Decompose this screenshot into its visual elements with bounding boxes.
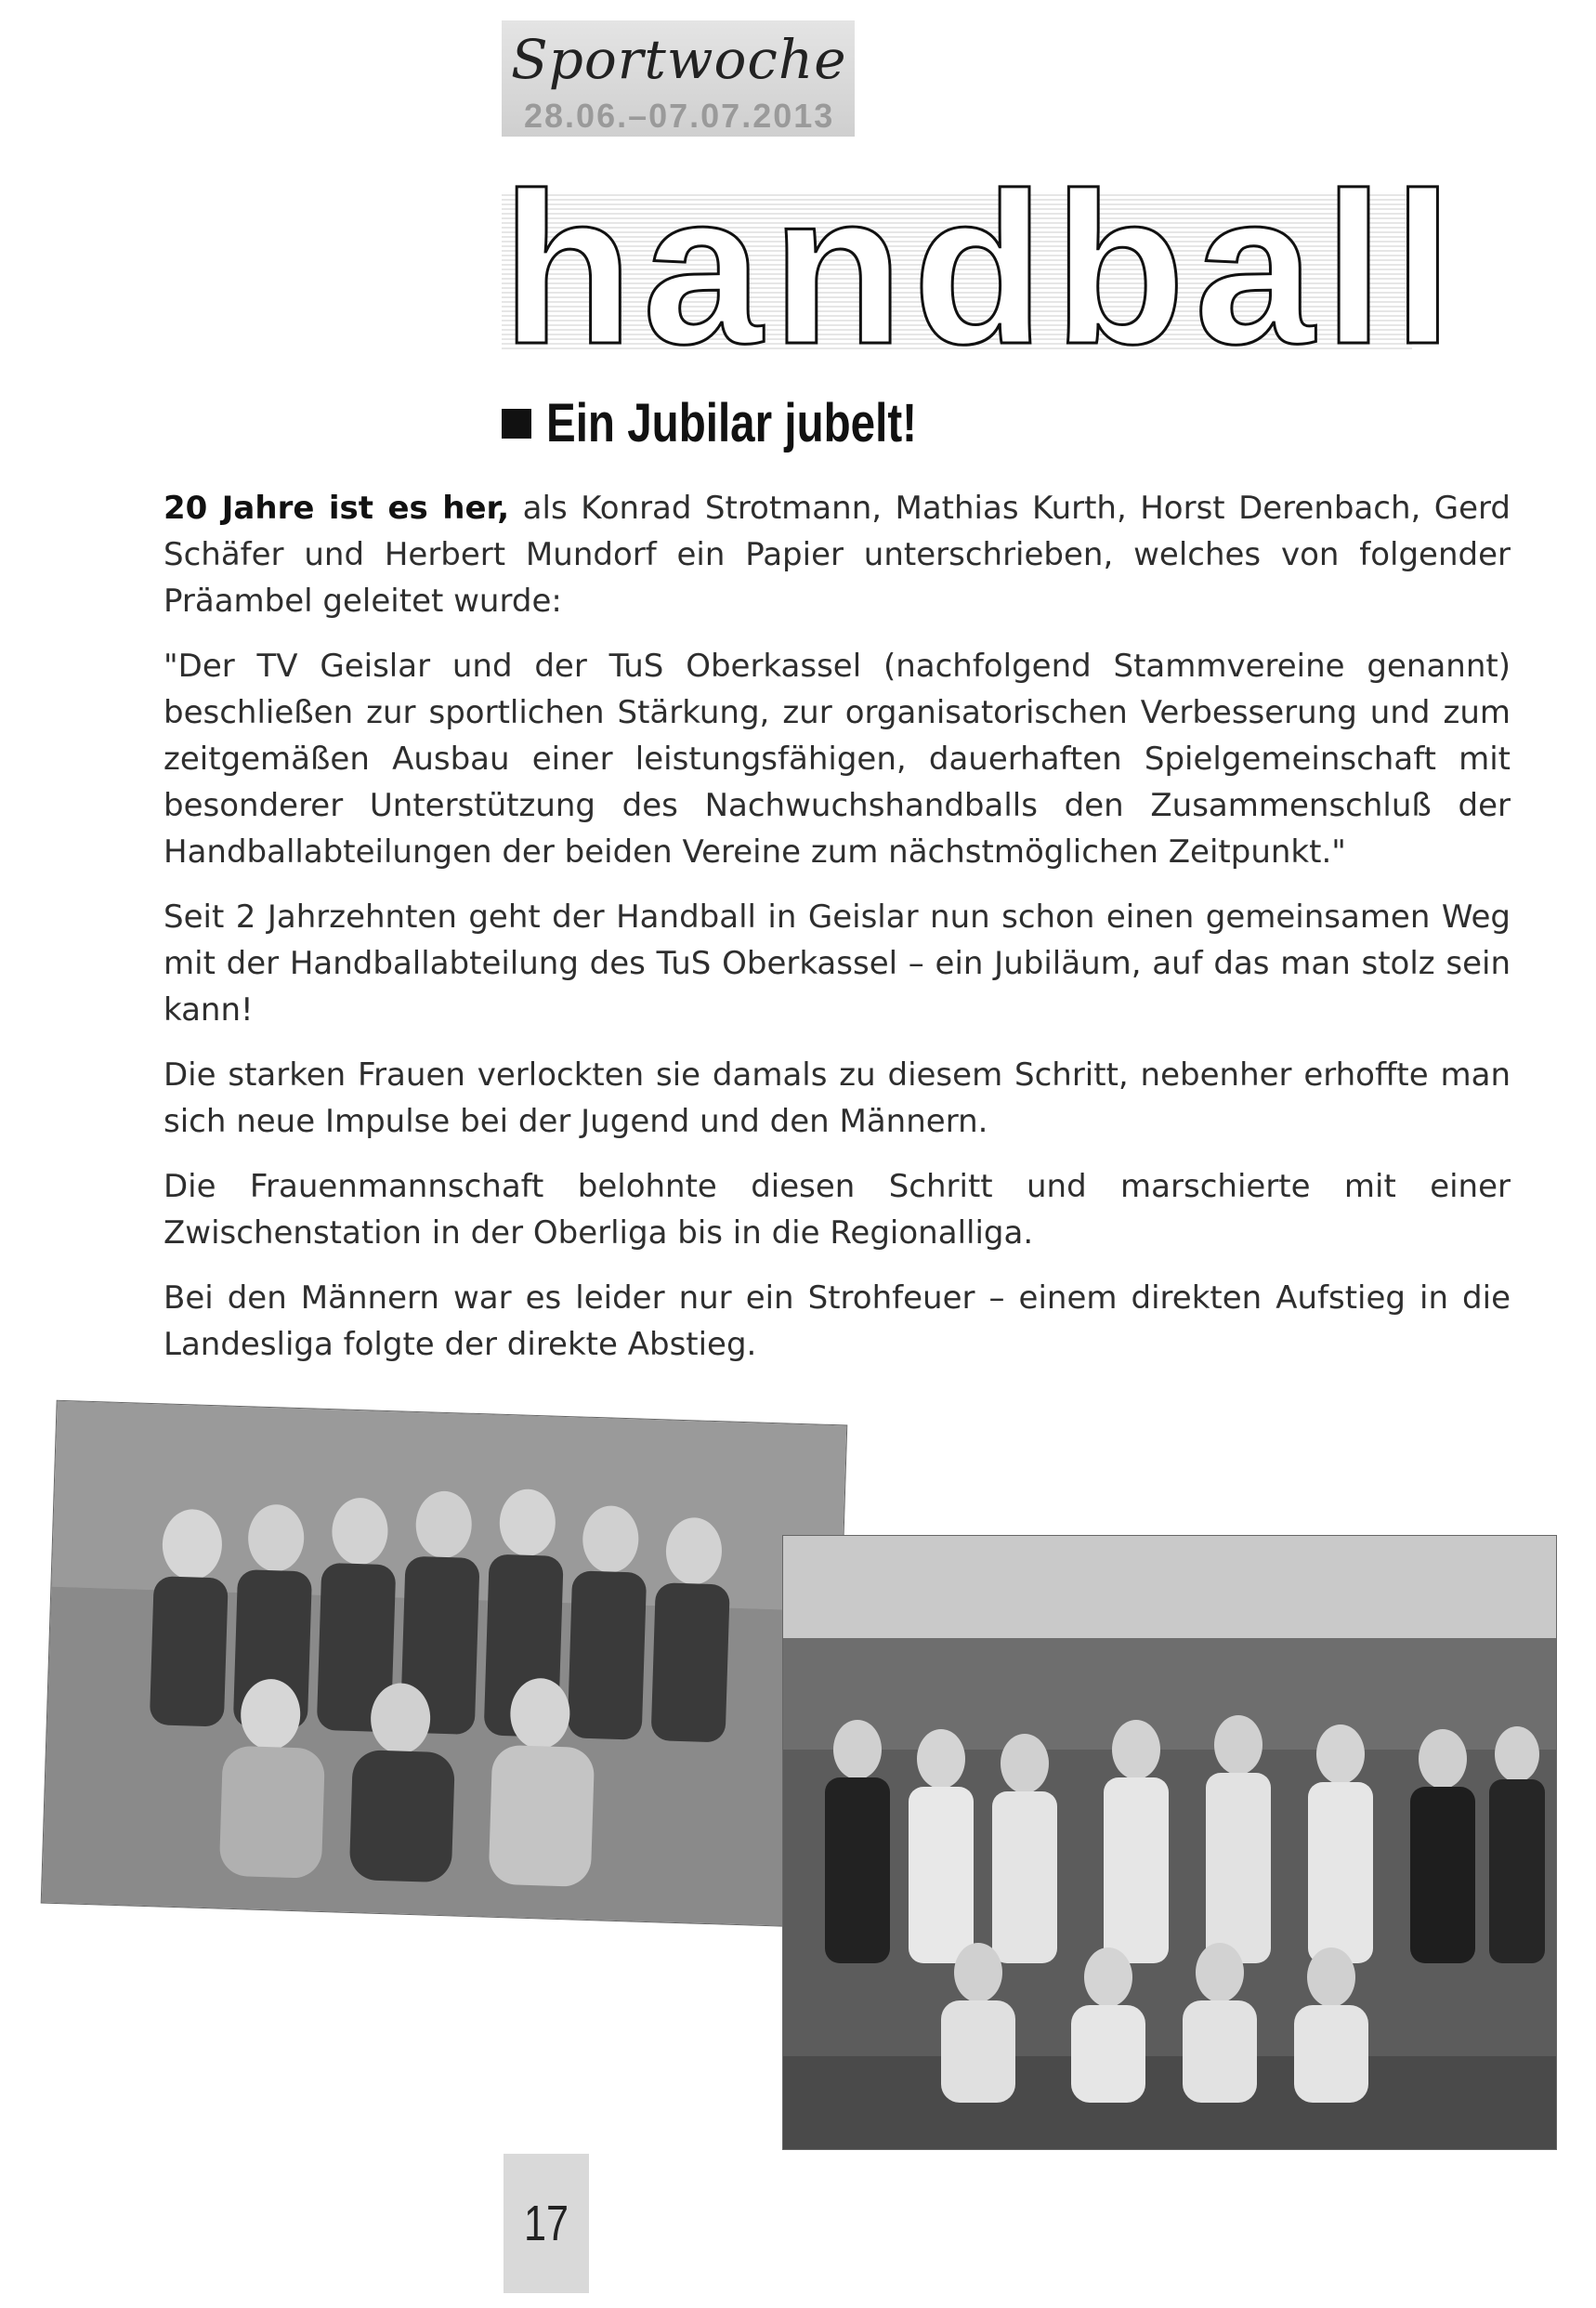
article-body [164,485,1511,1386]
section-title [502,149,1462,389]
headline-text: Ein Jubilar jubelt! [546,393,918,453]
womens-team-photo-graphic [42,1401,847,1927]
masthead [502,20,855,137]
page-number: 17 [523,2196,569,2251]
mens-team-photo [782,1535,1557,2150]
paragraph-1 [164,485,1511,624]
mens-team-photo-graphic [783,1536,1556,2149]
paragraph-4: Die starken Frauen verlockten sie damals zu diesem Schritt, nebenher erhoffte man sich neue Impulse bei der Jugend und den Männern. [164,1056,1511,1140]
paragraph-1-text: als Konrad Strotmann, Mathias Kurth, Horst Derenbach, Gerd Schäfer und Herbert Mundorf ein Papier unterschrieben, welches von folgender Präambel geleitet wurde: [164,490,1511,620]
page-number-box [504,2154,589,2293]
lead-in: 20 Jahre ist es her, [164,490,510,527]
paragraph-5: Die Frauenmannschaft belohnte diesen Schritt und marschierte mit einer Zwischenstation in der Oberliga bis in die Regionalliga. [164,1168,1511,1252]
paragraph-6: Bei den Männern war es leider nur ein Strohfeuer – einem direkten Aufstieg in die Landesliga folgte der direkte Abstieg. [164,1279,1511,1363]
paragraph-3: Seit 2 Jahrzehnten geht der Handball in Geislar nun schon einen gemeinsamen Weg mit der Handballabteilung des TuS Oberkassel – ein Jubiläum, auf das man stolz sein kann! [164,898,1511,1029]
masthead-brand: Sportwoche [511,28,847,91]
section-title-text: handball [502,149,1462,389]
paragraph-2: "Der TV Geislar und der TuS Oberkassel (nachfolgend Stammvereine genannt) beschließen zur sportlichen Stärkung, zur organisatorischen Verbesserung und zum zeitgemäßen Ausbau einer leistungsfähigen, dauerhaften Spielgemeinschaft mit besonderer Unterstützung des Nachwuchshandballs den Zusammenschluß der Handballabteilungen der beiden Vereine zum nächstmöglichen Zeitpunkt." [164,648,1511,871]
bullet-square-icon [502,409,531,439]
masthead-dates: 28.06.–07.07.2013 [524,97,835,135]
womens-team-photo [41,1400,848,1928]
article-headline [502,392,999,454]
